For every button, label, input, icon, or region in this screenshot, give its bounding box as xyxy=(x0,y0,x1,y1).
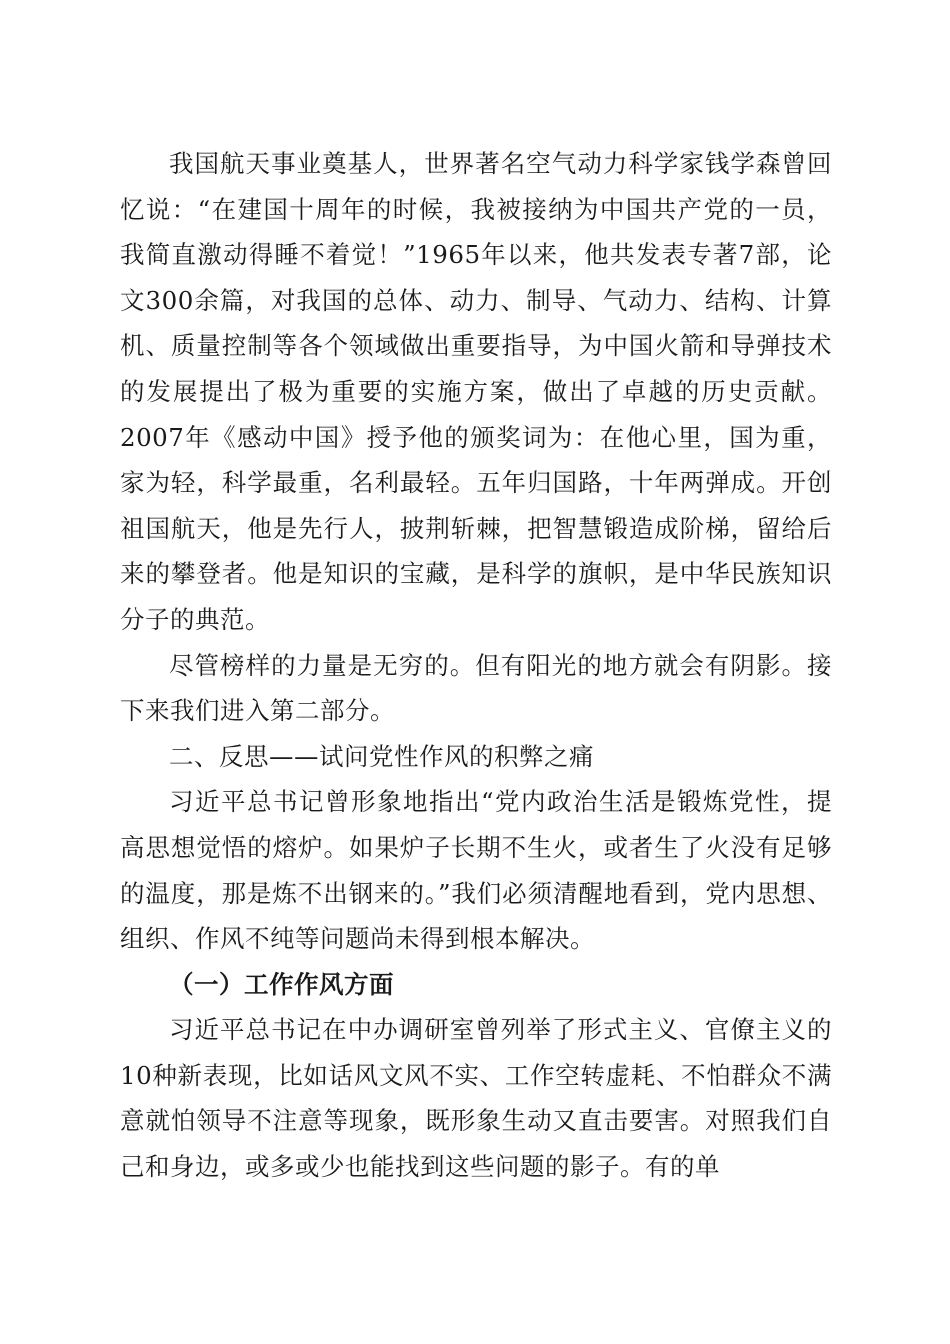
document-page xyxy=(120,141,832,1190)
paragraph-qian-xuesen: 我国航天事业奠基人，世界著名空气动力科学家钱学森曾回忆说：“在建国十周年的时候，我被接纳为中国共产党的一员，我简直激动得睡不着觉！”1965年以来，他共发表专著7部，论文300余篇，对我国的总体、动力、制导、气动力、结构、计算机、质量控制等各个领域做出重要指导，为中国火箭和导弹技术的发展提出了极为重要的实施方案，做出了卓越的历史贡献。2007年《感动中国》授予他的颁奖词为：在他心里，国为重，家为轻，科学最重，名利最轻。五年归国路，十年两弹成。开创祖国航天，他是先行人，披荆斩棘，把智慧锻造成阶梯，留给后来的攀登者。他是知识的宝藏，是科学的旗帜，是中华民族知识分子的典范。 xyxy=(120,149,832,634)
section-heading-reflection: 二、反思——试问党性作风的积弊之痛 xyxy=(169,741,594,771)
subsection-heading-work-style: （一）工作作风方面 xyxy=(169,969,394,999)
paragraph-transition: 尽管榜样的力量是无穷的。但有阳光的地方就会有阴影。接下来我们进入第二部分。 xyxy=(120,650,832,726)
paragraph-formalism: 习近平总书记在中办调研室曾列举了形式主义、官僚主义的10种新表现，比如话风文风不实、工作空转虚耗、不怕群众不满意就怕领导不注意等现象，既形象生动又直击要害。对照我们自己和身边，或多或少也能找到这些问题的影子。有的单 xyxy=(120,1015,832,1182)
paragraph-xi-quote: 习近平总书记曾形象地指出“党内政治生活是锻炼党性，提高思想觉悟的熔炉。如果炉子长期不生火，或者生了火没有足够的温度，那是炼不出钢来的。”我们必须清醒地看到，党内思想、组织、作风不纯等问题尚未得到根本解决。 xyxy=(120,787,832,954)
